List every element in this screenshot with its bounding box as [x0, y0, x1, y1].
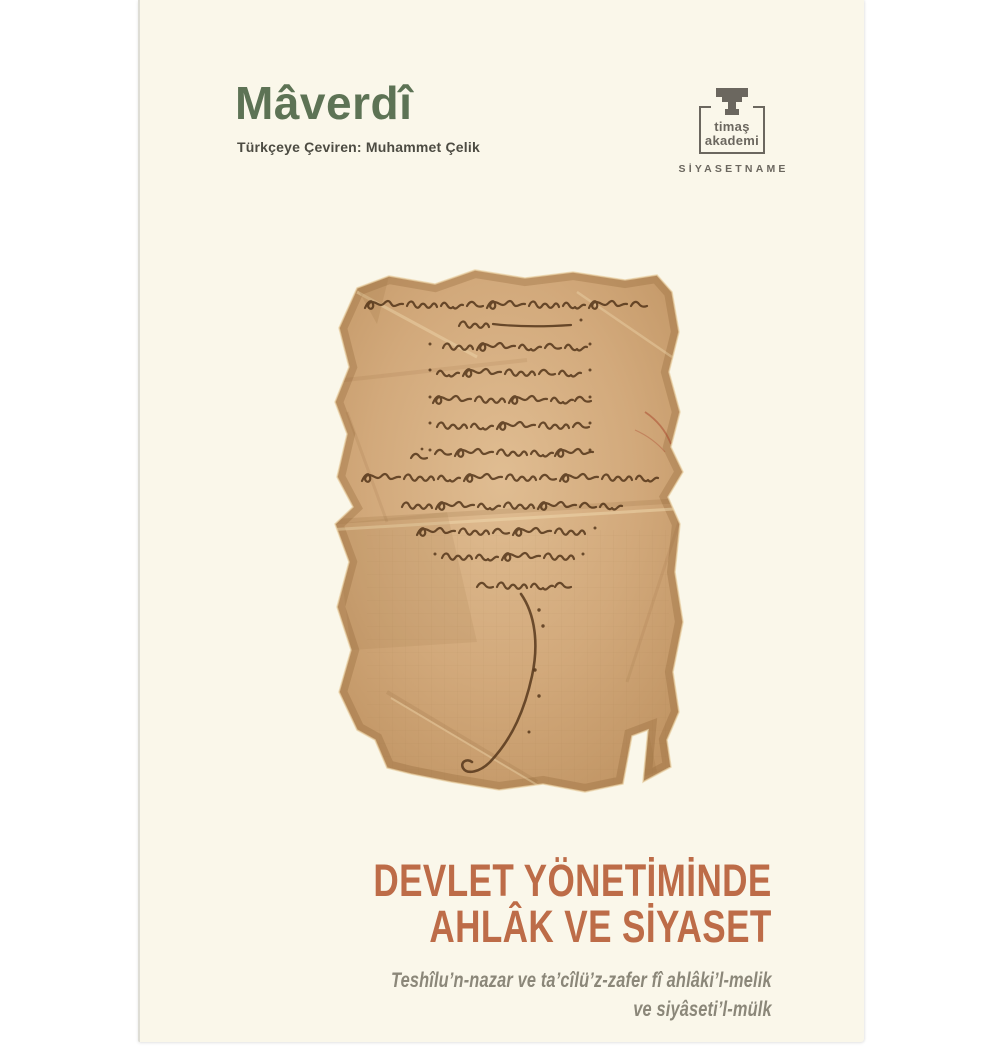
publisher-logo [662, 88, 802, 175]
translator-line: Türkçeye Çeviren: Muhammet Çelik [237, 138, 480, 155]
series-name: SİYASETNAME [678, 163, 789, 175]
book-title-line2: AHLÂK VE SİYASET [429, 901, 772, 952]
book-title-line1: DEVLET YÖNETİMİNDE [373, 855, 772, 906]
logo-name-line2: akademi [704, 133, 760, 148]
book-subtitle-line1: Teshîlu’n-nazar ve ta’cîlü’z-zafer fî ahlâki’l-melik [391, 969, 772, 992]
timas-t-icon [711, 88, 753, 116]
manuscript-image [327, 262, 691, 808]
book-subtitle-line2: ve siyâseti’l-mülk [633, 998, 772, 1021]
logo-name-line1: timaş [714, 119, 750, 134]
author-name: Mâverdî [235, 77, 413, 129]
book-cover [138, 0, 864, 1042]
title-block [373, 855, 772, 1024]
author-block [235, 78, 480, 155]
